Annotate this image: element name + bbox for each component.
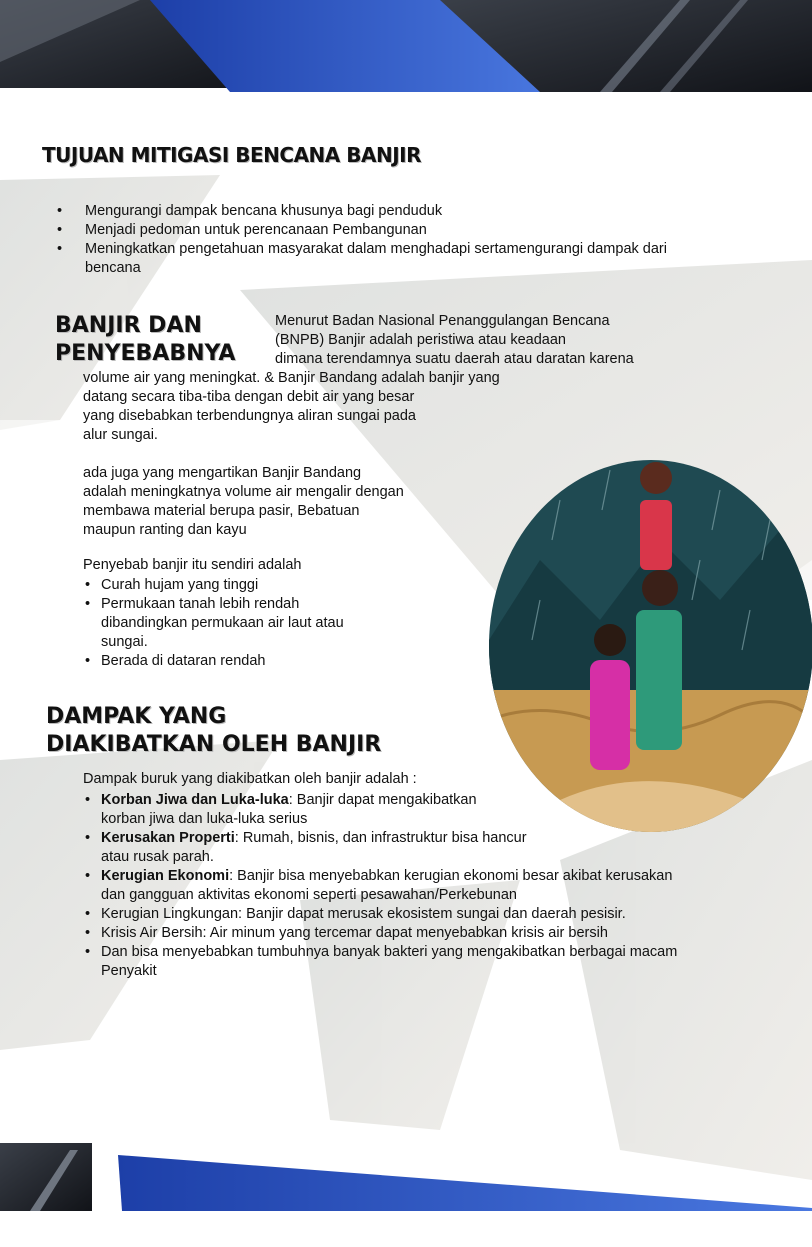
- list-item: [85, 595, 385, 652]
- list-item: [85, 943, 785, 981]
- list-item: [85, 829, 785, 867]
- impact-text: Krisis Air Bersih: Air minum yang tercemar dapat menyebabkan krisis air bersih: [101, 925, 608, 941]
- list-item: [85, 791, 785, 829]
- list-item: • Menjadi pedoman untuk perencanaan Pembangunan: [57, 221, 757, 240]
- impact-text: Dan bisa menyebabkan tumbuhnya banyak bakteri yang mengakibatkan berbagai macam: [101, 944, 678, 960]
- impact-key: Kerusakan Properti: [101, 830, 235, 846]
- impact-key: Kerugian Ekonomi: [101, 868, 230, 884]
- causes-intro: Penyebab banjir itu sendiri adalah: [83, 557, 302, 573]
- paragraph-line: Menurut Badan Nasional Penanggulangan Bencana: [275, 313, 610, 329]
- section-heading-line: DAMPAK YANG: [46, 704, 227, 729]
- paragraph-line: alur sungai.: [83, 427, 158, 443]
- paragraph-line: membawa material berupa pasir, Bebatuan: [83, 503, 360, 519]
- page-title: TUJUAN MITIGASI BENCANA BANJIR: [42, 143, 421, 167]
- goals-list: [57, 202, 757, 278]
- impact-list: [85, 791, 785, 981]
- paragraph-line: volume air yang meningkat. & Banjir Bandang adalah banjir yang: [83, 370, 500, 386]
- impact-cont: korban jiwa dan luka-luka serius: [101, 811, 308, 827]
- list-item: • Mengurangi dampak bencana khusunya bagi penduduk: [57, 202, 757, 221]
- section-heading-dampak: [46, 703, 381, 759]
- impact-text: : Rumah, bisnis, dan infrastruktur bisa hancur: [234, 830, 527, 846]
- list-item-text: Permukaan tanah lebih rendah: [101, 596, 300, 612]
- paragraph-line: datang secara tiba-tiba dengan debit air yang besar: [83, 389, 415, 405]
- causes-list: [85, 576, 385, 671]
- impact-text: : Banjir bisa menyebabkan kerugian ekonomi besar akibat kerusakan: [229, 868, 673, 884]
- paragraph-line: dimana terendamnya suatu daerah atau daratan karena: [275, 351, 634, 367]
- list-item: [85, 867, 785, 905]
- impact-cont: dan gangguan aktivitas ekonomi seperti pesawahan/Perkebunan: [101, 887, 517, 903]
- list-item: [85, 924, 785, 943]
- paragraph-line: adalah meningkatnya volume air mengalir dengan: [83, 484, 404, 500]
- list-item-text: dibandingkan permukaan air laut atau: [101, 615, 344, 631]
- section-heading-line: DIAKIBATKAN OLEH BANJIR: [46, 732, 382, 757]
- list-item: [57, 240, 757, 278]
- impact-cont: Penyakit: [101, 963, 157, 979]
- list-item-text: bencana: [85, 260, 141, 276]
- paragraph-line: (BNPB) Banjir adalah peristiwa atau keadaan: [275, 332, 566, 348]
- list-item: • Curah hujam yang tinggi: [85, 576, 385, 595]
- impact-key: Korban Jiwa dan Luka-luka: [101, 792, 289, 808]
- list-item-text: Meningkatkan pengetahuan masyarakat dalam menghadapi sertamengurangi dampak dari: [85, 241, 667, 257]
- impact-cont: atau rusak parah.: [101, 849, 214, 865]
- paragraph-line: maupun ranting dan kayu: [83, 522, 247, 538]
- paragraph-line: ada juga yang mengartikan Banjir Bandang: [83, 465, 362, 481]
- section-heading-banjir: [55, 312, 235, 368]
- impact-intro: Dampak buruk yang diakibatkan oleh banjir adalah :: [83, 771, 417, 787]
- list-item: [85, 905, 785, 924]
- paragraph-line: yang disebabkan terbendungnya aliran sungai pada: [83, 408, 416, 424]
- list-item: • Berada di dataran rendah: [85, 652, 385, 671]
- list-item-text: sungai.: [101, 634, 148, 650]
- section-heading-line: BANJIR DAN: [55, 313, 202, 338]
- section-heading-line: PENYEBABNYA: [55, 341, 236, 366]
- impact-text: : Banjir dapat mengakibatkan: [288, 792, 477, 808]
- impact-text: Kerugian Lingkungan: Banjir dapat merusak ekosistem sungai dan daerah pesisir.: [101, 906, 626, 922]
